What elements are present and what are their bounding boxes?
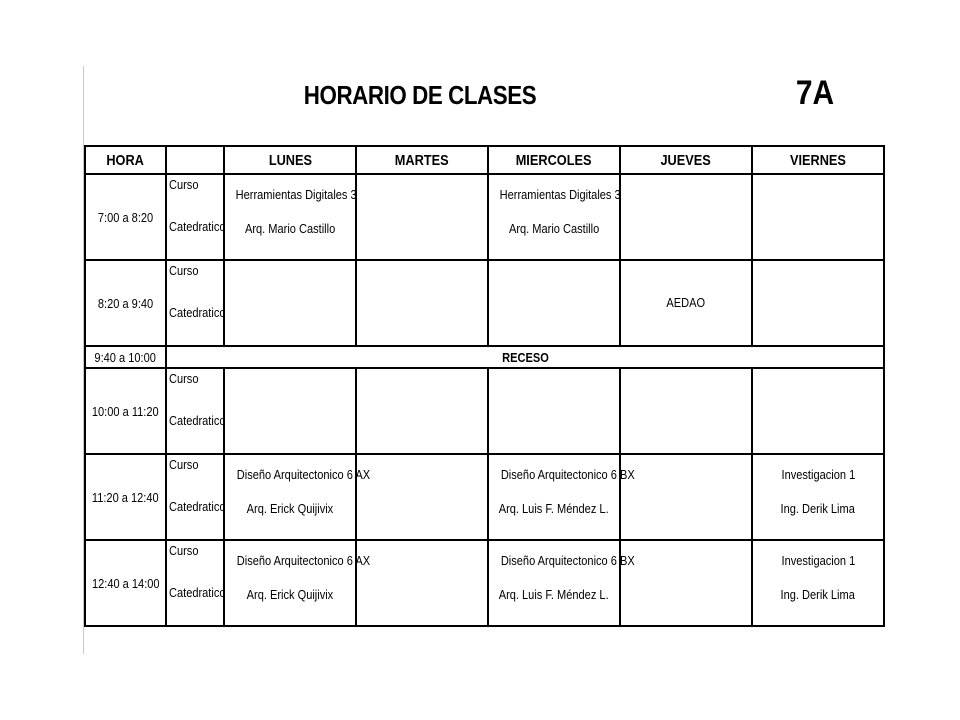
row-labels-cell <box>166 368 224 454</box>
hour-label: 7:00 a 8:20 <box>97 209 154 225</box>
column-header-label: HORA <box>106 151 145 169</box>
column-header <box>224 146 356 174</box>
page-title: HORARIO DE CLASES <box>303 80 537 110</box>
teacher-name: Ing. Derik Lima <box>780 501 856 516</box>
class-cell <box>752 540 884 626</box>
class-cell <box>752 174 884 260</box>
class-cell <box>356 260 488 346</box>
class-cell <box>356 174 488 260</box>
row-labels-cell <box>166 454 224 540</box>
course-name: Diseño Arquitectonico 6 AX <box>236 467 371 482</box>
course-name: Diseño Arquitectonico 6 BX <box>500 467 635 482</box>
class-cell <box>620 540 752 626</box>
column-header <box>620 146 752 174</box>
course-row-label: Curso <box>169 263 199 278</box>
class-cell <box>356 454 488 540</box>
class-cell <box>488 540 635 626</box>
hour-cell <box>85 260 166 346</box>
class-cell <box>620 368 752 454</box>
class-cell <box>620 174 752 260</box>
class-cell <box>224 540 371 626</box>
course-name: Herramientas Digitales 3 <box>235 187 357 202</box>
time-slot-row <box>85 540 884 626</box>
hour-cell <box>85 174 166 260</box>
course-row-label: Curso <box>169 371 199 386</box>
class-cell <box>224 454 371 540</box>
hour-cell <box>85 346 166 368</box>
column-header-label: VIERNES <box>790 151 846 169</box>
class-cell <box>488 174 620 260</box>
row-labels-cell <box>166 540 224 626</box>
teacher-name: Arq. Luis F. Méndez L. <box>499 501 609 516</box>
column-header <box>356 146 488 174</box>
recess-label: RECESO <box>501 349 549 365</box>
class-cell <box>752 260 884 346</box>
hour-cell <box>85 368 166 454</box>
recess-row <box>85 346 884 368</box>
class-cell <box>620 260 752 346</box>
course-name: Investigacion 1 <box>781 467 855 482</box>
course-row-label: Curso <box>169 177 199 192</box>
time-slot-row <box>85 454 884 540</box>
hour-label: 12:40 a 14:00 <box>91 575 160 591</box>
class-cell <box>488 368 620 454</box>
course-row-label: Curso <box>169 543 199 558</box>
time-slot-row <box>85 260 884 346</box>
hour-label: 9:40 a 10:00 <box>94 349 157 365</box>
teacher-name: Arq. Erick Quijivix <box>246 587 334 602</box>
group-label: 7A <box>795 74 835 112</box>
column-header <box>488 146 620 174</box>
class-note: AEDAO <box>666 295 706 310</box>
hour-cell <box>85 454 166 540</box>
class-cell <box>488 260 620 346</box>
header-row <box>85 146 884 174</box>
column-header-label: JUEVES <box>660 151 712 169</box>
course-name: Diseño Arquitectonico 6 AX <box>236 553 371 568</box>
teacher-name: Arq. Mario Castillo <box>244 221 336 236</box>
row-labels-cell <box>166 260 224 346</box>
schedule-table <box>84 145 885 627</box>
teacher-row-label: Catedratico <box>169 305 226 320</box>
class-cell <box>224 368 356 454</box>
hour-label: 11:20 a 12:40 <box>92 489 159 505</box>
recess-cell <box>166 346 884 368</box>
class-cell <box>224 174 356 260</box>
class-cell <box>356 540 488 626</box>
column-header <box>166 146 224 174</box>
schedule-body <box>85 174 884 626</box>
column-header <box>85 146 166 174</box>
course-row-label: Curso <box>169 457 199 472</box>
class-cell <box>356 368 488 454</box>
course-name: Investigacion 1 <box>781 553 855 568</box>
column-header-label: MARTES <box>395 151 449 169</box>
teacher-row-label: Catedratico <box>169 413 226 428</box>
course-name: Diseño Arquitectonico 6 BX <box>500 553 635 568</box>
time-slot-row <box>85 368 884 454</box>
column-header-label: LUNES <box>268 151 312 169</box>
class-cell <box>224 260 356 346</box>
teacher-name: Arq. Mario Castillo <box>508 221 600 236</box>
course-name: Herramientas Digitales 3 <box>499 187 621 202</box>
teacher-row-label: Catedratico <box>169 219 226 234</box>
teacher-name: Arq. Luis F. Méndez L. <box>499 587 609 602</box>
teacher-name: Ing. Derik Lima <box>780 587 856 602</box>
time-slot-row <box>85 174 884 260</box>
column-header <box>752 146 884 174</box>
hour-cell <box>85 540 166 626</box>
class-cell <box>620 454 752 540</box>
column-header-label: MIERCOLES <box>516 151 592 169</box>
hour-label: 10:00 a 11:20 <box>92 403 159 419</box>
teacher-row-label: Catedratico <box>169 585 226 600</box>
teacher-row-label: Catedratico <box>169 499 226 514</box>
teacher-name: Arq. Erick Quijivix <box>246 501 334 516</box>
class-cell <box>488 454 635 540</box>
row-labels-cell <box>166 174 224 260</box>
hour-label: 8:20 a 9:40 <box>97 295 154 311</box>
class-cell <box>752 454 884 540</box>
class-cell <box>752 368 884 454</box>
